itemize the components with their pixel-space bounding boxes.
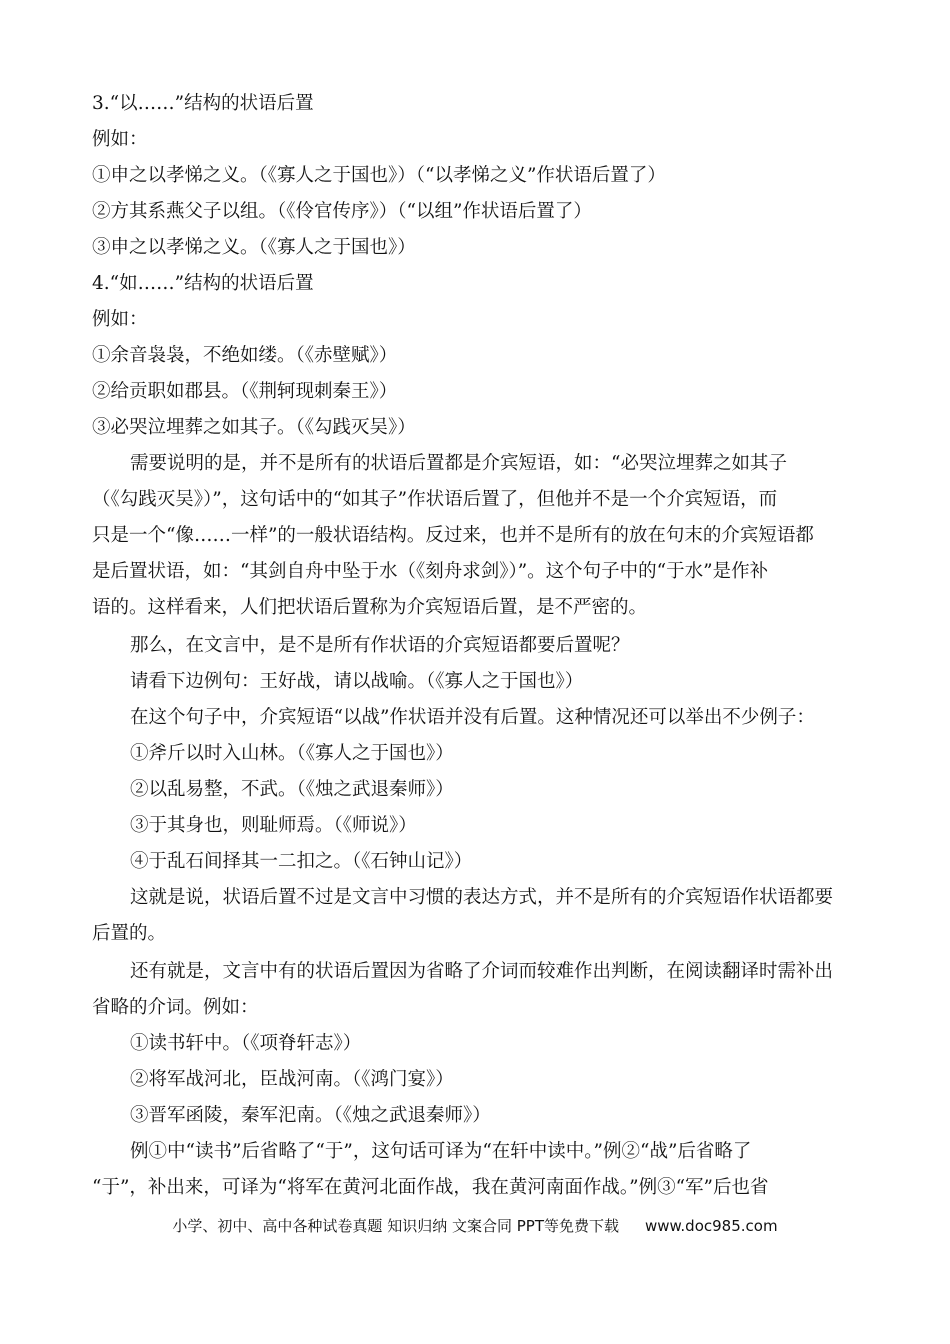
- paragraph-line: 那么，在文言中，是不是所有作状语的介宾短语都要后置呢？: [130, 635, 630, 656]
- paragraph-line: “于”，补出来，可译为“将军在黄河北面作战，我在黄河南面作战。”例③“军”后也省: [92, 1177, 769, 1198]
- paragraph-line: （《勾践灭吴》）”，这句话中的“如其子”作状语后置了，但他并不是一个介宾短语，而: [92, 489, 778, 510]
- example-line: ③晋军函陵，秦军汜南。（《烛之武退秦师》）: [130, 1105, 491, 1126]
- text-line: 例如：: [92, 129, 148, 150]
- example-line: ②将军战河北，臣战河南。（《鸿门宴》）: [130, 1069, 454, 1090]
- paragraph-line: 是后置状语，如：“其剑自舟中坠于水（《刻舟求剑》）”。这个句子中的“于水”是作补: [92, 561, 769, 582]
- example-line: ③于其身也，则耻师焉。（《师说》）: [130, 815, 417, 836]
- paragraph-line: 还有就是，文言中有的状语后置因为省略了介词而较难作出判断，在阅读翻译时需补出: [130, 961, 834, 982]
- example-line: ①斧斤以时入山林。（《寡人之于国也》）: [130, 743, 454, 764]
- example-line: ①读书轩中。（《项脊轩志》）: [130, 1033, 362, 1054]
- example-line: ②方其系燕父子以组。（《伶官传序》）（“以组”作状语后置了）: [92, 201, 592, 222]
- paragraph-line: 需要说明的是，并不是所有的状语后置都是介宾短语，如：“必哭泣埋葬之如其子: [130, 453, 787, 474]
- example-line: ②以乱易整，不武。（《烛之武退秦师》）: [130, 779, 454, 800]
- example-line: ③必哭泣埋葬之如其子。（《勾践灭吴》）: [92, 417, 416, 438]
- paragraph-line: 例①中“读书”后省略了“于”，这句话可译为“在轩中读中。”例②“战”后省略了: [130, 1141, 752, 1162]
- example-line: ①余音袅袅，不绝如缕。（《赤壁赋》）: [92, 345, 398, 366]
- paragraph-line: 语的。这样看来，人们把状语后置称为介宾短语后置，是不严密的。: [92, 597, 648, 618]
- footer-text: 小学、初中、高中各种试卷真题 知识归纳 文案合同 PPT等免费下载: [172, 1217, 619, 1235]
- example-line: ①申之以孝悌之义。（《寡人之于国也》）（“以孝悌之义”作状语后置了）: [92, 165, 666, 186]
- paragraph-line: 在这个句子中，介宾短语“以战”作状语并没有后置。这种情况还可以举出不少例子：: [130, 707, 815, 728]
- paragraph-line: 后置的。: [92, 923, 167, 944]
- example-line: ③申之以孝悌之义。（《寡人之于国也》）: [92, 237, 416, 258]
- section-heading-4: 4.“如……”结构的状语后置: [92, 273, 314, 294]
- example-line: ④于乱石间择其一二扣之。（《石钟山记》）: [130, 851, 473, 872]
- text-line: 例如：: [92, 309, 148, 330]
- footer-url: www.doc985.com: [644, 1217, 778, 1235]
- paragraph-line: 请看下边例句：王好战，请以战喻。（《寡人之于国也》）: [130, 671, 584, 692]
- example-line: ②给贡职如郡县。（《荆轲现刺秦王》）: [92, 381, 398, 402]
- section-heading-3: 3.“以……”结构的状语后置: [92, 93, 314, 114]
- paragraph-line: 这就是说，状语后置不过是文言中习惯的表达方式，并不是所有的介宾短语作状语都要: [130, 887, 834, 908]
- paragraph-line: 省略的介词。例如：: [92, 997, 259, 1018]
- paragraph-line: 只是一个“像……一样”的一般状语结构。反过来，也并不是所有的放在句末的介宾短语都: [92, 525, 814, 546]
- page-footer: [0, 1216, 950, 1236]
